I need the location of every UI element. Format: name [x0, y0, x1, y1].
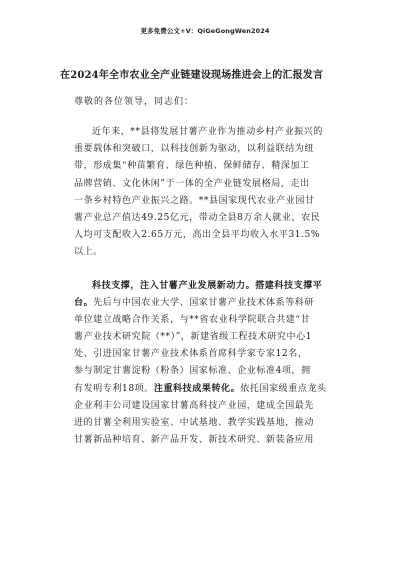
section-heading: 科技支撑，注入甘薯产业发展新动力。搭建科技支撑平 — [92, 280, 323, 291]
paragraph-intro — [74, 124, 354, 262]
text-fragment: 有发明专利18项。 — [74, 383, 154, 394]
document-body — [74, 124, 354, 449]
text-fragment: 依托国家级重点龙头 — [240, 383, 327, 394]
paragraph-line: 近年来，**县将发展甘薯产业作为推动乡村产业振兴的 — [92, 127, 324, 137]
bold-fragment: 注重科技成果转化。 — [153, 383, 241, 394]
paragraph-line: 单位建立战略合作关系，与**省农业科学院联合共建“甘 — [74, 314, 311, 325]
paragraph-line: 带，形成集“种苗繁育、绿色种植、保鲜储存、精深加工 — [74, 161, 310, 172]
paragraph-line: 薯产业总产值达49.25亿元，带动全县8万余人就业，农民 — [74, 212, 321, 223]
paragraph-line: 薯产业技术研究院（**）”，新建省级工程技术研究中心1 — [74, 332, 313, 343]
paragraph-line: 品牌营销、文化休闲”于一体的全产业链发展格局，走出 — [74, 178, 310, 189]
paragraph-line — [74, 295, 354, 312]
paragraph-line: 企业利丰公司建设国家甘薯高科技产业园，建成全国最先 — [74, 400, 315, 411]
paragraph-line: 甘薯新品种培育、新产品开发、新技术研究、新装备应用 — [74, 435, 315, 446]
paragraph-line: 重要载体和突破口，以科技创新为驱动，以利益联结为纽 — [74, 144, 315, 155]
paragraph-line: 处、引进国家甘薯产业技术体系首席科学家专家12名， — [74, 349, 308, 360]
salutation: 尊敬的各位领导，同志们： — [74, 97, 195, 107]
paragraph-line: 一条乡村特色产业振兴之路。**县国家现代农业产业园甘 — [74, 195, 315, 206]
paragraph-line: 人均可支配收入2.65万元，高出全县平均收入水平31.5% — [74, 230, 321, 241]
paragraph-line: 以上。 — [74, 247, 103, 258]
bold-fragment: 台。 — [74, 297, 94, 308]
text-fragment: 先后与中国农业大学、国家甘薯产业技术体系等科研 — [93, 297, 315, 308]
paragraph-line: 进的甘薯全利用实验室、中试基地、教学实践基地，推动 — [74, 418, 315, 428]
paragraph-line: 参与制定甘薯淀粉（粉条）国家标准、企业标准4项，拥 — [74, 366, 311, 377]
document-title: 在2024年全市农业全产业链建设现场推进会上的汇报发言 — [60, 70, 324, 81]
paragraph-line — [74, 381, 354, 398]
header-watermark: 更多免费公文+V：QiGeGongWen2024 — [140, 27, 270, 35]
paragraph-tech-support — [74, 278, 354, 450]
